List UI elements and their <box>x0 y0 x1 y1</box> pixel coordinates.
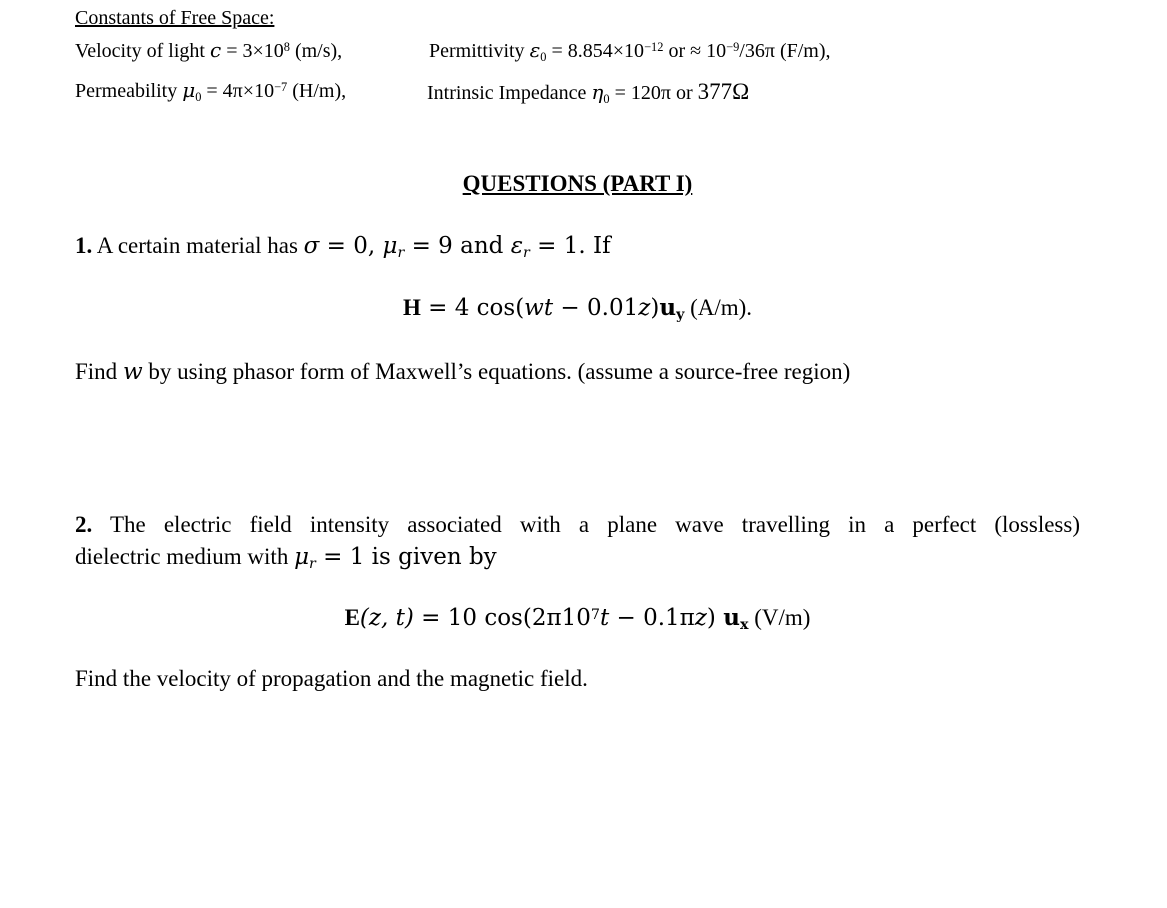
velocity-eq: = 3×10 <box>221 40 284 62</box>
q1-mu: μ <box>382 233 398 259</box>
permittivity-or: or <box>663 40 691 62</box>
q2-equation <box>0 604 1155 634</box>
q1-eq-wt: wt <box>524 295 554 321</box>
q2-statement-line2 <box>75 544 497 573</box>
q2-eq-t: t <box>599 605 610 631</box>
permeability-sub: 0 <box>195 89 202 104</box>
constant-permeability <box>75 78 347 104</box>
q1-text-a: A certain material has <box>92 233 304 258</box>
q1-eq-usub: y <box>676 307 685 324</box>
q2-eq-exp: 7 <box>590 606 600 623</box>
q2-eq-args: (z, t) <box>359 605 414 631</box>
permeability-exp: −7 <box>274 80 288 95</box>
q1-eq-u: u <box>659 294 677 321</box>
permeability-eq: = 4π×10 <box>201 80 275 102</box>
q1-mu-sub: r <box>397 245 405 262</box>
impedance-label: Intrinsic Impedance <box>427 82 587 104</box>
impedance-or: or <box>670 82 698 104</box>
q1-eq1: = 0, <box>319 233 383 259</box>
q2-eq-body1: = 10 cos(2π10 <box>413 605 591 631</box>
permittivity-rest: /36π <box>739 40 775 62</box>
q1-find <box>75 360 850 384</box>
permittivity-exp2: −9 <box>726 40 740 55</box>
constants-header: Constants of Free Space: <box>75 7 275 29</box>
q1-statement <box>75 233 611 262</box>
constant-permittivity <box>429 38 831 64</box>
permittivity-sub: 0 <box>540 49 547 64</box>
q2-mu-sub: r <box>309 556 316 573</box>
q2-eq-body3: ) <box>706 605 724 631</box>
q2-eq-E: E <box>344 605 360 630</box>
q1-number: 1. <box>75 233 93 258</box>
permittivity-label: Permittivity <box>429 40 525 62</box>
impedance-symbol: η <box>591 80 604 104</box>
q2-find: Find the velocity of propagation and the magnetic field. <box>75 666 588 691</box>
impedance-sub: 0 <box>603 91 610 106</box>
q2-line1: The electric field intensity associated with a plane wave travelling in a perfect (lossless) <box>92 512 1080 537</box>
q2-eq-z: z <box>694 605 707 631</box>
q2-statement-line1 <box>75 513 1080 536</box>
q1-eq-body2: − 0.01 <box>553 295 639 321</box>
q1-equation <box>0 294 1155 324</box>
velocity-symbol: c <box>209 38 222 62</box>
permittivity-unit: (F/m), <box>774 40 831 62</box>
permittivity-approx: ≈ 10 <box>690 40 727 62</box>
constant-impedance <box>427 79 750 106</box>
q1-eq-unit: (A/m). <box>684 295 753 320</box>
q1-eq-H: H <box>402 295 421 320</box>
permeability-symbol: μ <box>182 78 196 102</box>
q2-line2-b: = 1 is given by <box>315 544 497 570</box>
q1-eq2: = 9 and <box>404 233 511 259</box>
velocity-exp: 8 <box>283 40 290 55</box>
q2-eq-u: u <box>723 604 740 631</box>
q1-eq-body1: = 4 cos( <box>420 295 525 321</box>
velocity-label: Velocity of light <box>75 40 205 62</box>
permittivity-symbol: ε <box>529 38 541 62</box>
page-title: QUESTIONS (PART I) <box>462 171 693 196</box>
q2-number: 2. <box>75 512 93 537</box>
q1-find-w: w <box>122 359 143 385</box>
permeability-label: Permeability <box>75 80 178 102</box>
q2-line2-a: dielectric medium with <box>75 544 295 569</box>
q2-eq-body2: − 0.1π <box>609 605 695 631</box>
permeability-unit: (H/m), <box>287 80 347 102</box>
q1-eq-body3: ) <box>650 295 660 321</box>
velocity-unit: (m/s), <box>289 40 343 62</box>
permittivity-exp: −12 <box>644 40 664 55</box>
q2-mu: μ <box>294 544 310 570</box>
q1-find-a: Find <box>75 359 123 384</box>
q1-sigma: σ <box>303 233 320 259</box>
q1-eq3: = 1. If <box>529 233 611 259</box>
q1-eq-z: z <box>638 295 651 321</box>
constant-velocity <box>75 40 342 61</box>
impedance-eq: = 120π <box>609 82 671 104</box>
permittivity-eq: = 8.854×10 <box>546 40 645 62</box>
q2-eq-usub: x <box>739 617 749 634</box>
q1-eps: ε <box>510 233 524 259</box>
q1-find-b: by using phasor form of Maxwell’s equations. (assume a source-free region) <box>142 359 851 384</box>
q1-eps-sub: r <box>523 245 530 262</box>
q2-eq-unit: (V/m) <box>748 605 811 630</box>
impedance-value: 377Ω <box>697 79 750 104</box>
